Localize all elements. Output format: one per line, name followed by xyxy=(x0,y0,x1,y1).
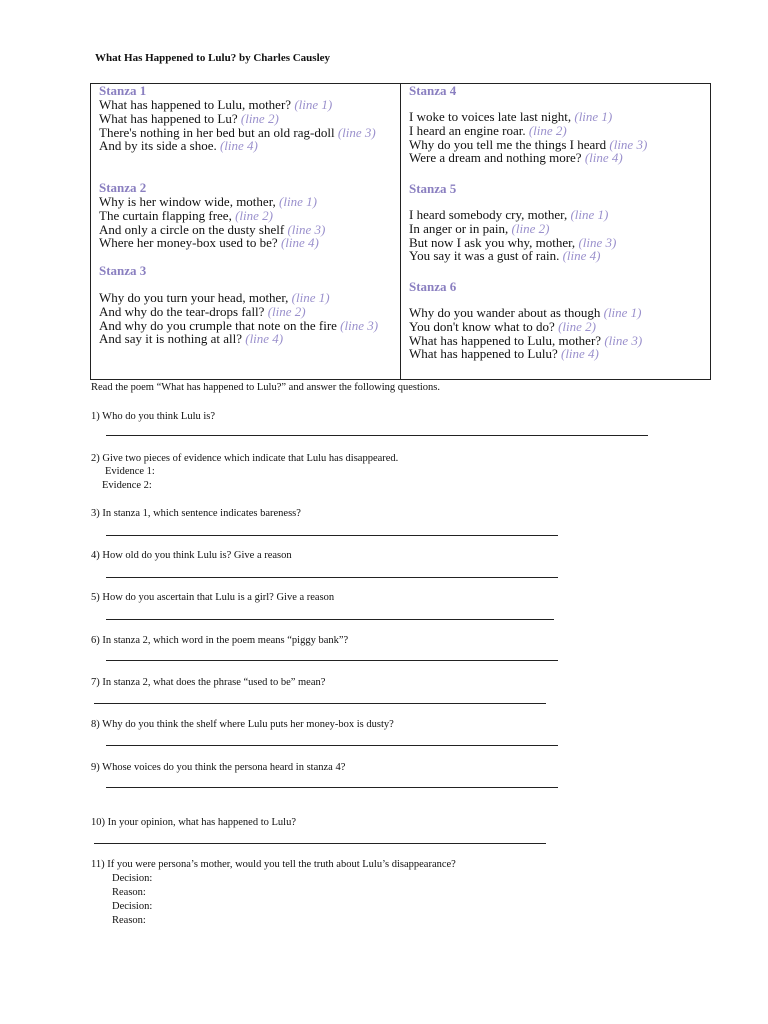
stanza-5 xyxy=(409,182,704,263)
question-4: 4) How old do you think Lulu is? Give a reason xyxy=(91,550,292,561)
poem-line: Why do you wander about as though (line 1) xyxy=(409,305,642,320)
poem-line: You say it was a gust of rain. (line 4) xyxy=(409,248,601,264)
answer-line-7[interactable] xyxy=(94,703,546,704)
reason-label: Reason: xyxy=(112,915,146,926)
answer-line-5[interactable] xyxy=(106,619,554,620)
evidence-2-label: Evidence 2: xyxy=(102,480,152,491)
decision-label: Decision: xyxy=(112,873,153,884)
question-1: 1) Who do you think Lulu is? xyxy=(91,411,216,422)
poem-table xyxy=(90,83,711,380)
stanza-3 xyxy=(99,264,394,346)
stanza-label: Stanza 4 xyxy=(409,83,457,98)
instructions: Read the poem “What has happened to Lulu?” and answer the following questions. xyxy=(91,382,441,393)
question-7: 7) In stanza 2, what does the phrase “used to be” mean? xyxy=(91,677,326,688)
question-9: 9) Whose voices do you think the persona heard in stanza 4? xyxy=(91,762,346,773)
poem-line: What has happened to Lu? (line 2) xyxy=(99,110,279,126)
poem-line: Why do you tell me the things I heard (line 3) xyxy=(409,136,648,152)
poem-line: In anger or in pain, (line 2) xyxy=(409,220,550,236)
answer-line-9[interactable] xyxy=(106,787,558,788)
answer-line-1[interactable] xyxy=(106,435,648,436)
poem-line: And only a circle on the dusty shelf (line 3) xyxy=(99,221,326,237)
poem-line: I heard somebody cry, mother, (line 1) xyxy=(409,207,609,222)
poem-line: Where her money-box used to be? (line 4) xyxy=(99,235,319,251)
question-3: 3) In stanza 1, which sentence indicates bareness? xyxy=(91,508,301,519)
poem-line: And why do you crumple that note on the fire (line 3) xyxy=(99,317,379,333)
poem-line: Were a dream and nothing more? (line 4) xyxy=(409,150,623,166)
answer-line-4[interactable] xyxy=(106,577,558,578)
poem-column-left xyxy=(91,84,401,379)
answer-line-8[interactable] xyxy=(106,745,558,746)
question-10: 10) In your opinion, what has happened to Lulu? xyxy=(91,817,296,828)
poem-line: What has happened to Lulu, mother? (line 3) xyxy=(409,332,643,348)
poem-line: What has happened to Lulu, mother? (line 1) xyxy=(99,97,333,112)
poem-line: And why do the tear-drops fall? (line 2) xyxy=(99,303,306,319)
stanza-6 xyxy=(409,280,704,361)
poem-line: I woke to voices late last night, (line 1) xyxy=(409,109,613,124)
question-2: 2) Give two pieces of evidence which indicate that Lulu has disappeared. xyxy=(91,453,399,464)
stanza-2 xyxy=(99,181,394,250)
stanza-label: Stanza 6 xyxy=(409,279,457,294)
stanza-label: Stanza 1 xyxy=(99,83,147,98)
poem-line: Why is her window wide, mother, (line 1) xyxy=(99,194,317,209)
question-5: 5) How do you ascertain that Lulu is a girl? Give a reason xyxy=(91,592,335,603)
stanza-4 xyxy=(409,84,704,165)
poem-line: Why do you turn your head, mother, (line 1) xyxy=(99,290,330,305)
question-8: 8) Why do you think the shelf where Lulu puts her money-box is dusty? xyxy=(91,719,394,730)
poem-line: But now I ask you why, mother, (line 3) xyxy=(409,234,617,250)
poem-line: The curtain flapping free, (line 2) xyxy=(99,207,273,223)
answer-line-6[interactable] xyxy=(106,660,558,661)
worksheet-title: What Has Happened to Lulu? by Charles Causley xyxy=(95,52,331,64)
stanza-label: Stanza 2 xyxy=(99,180,147,195)
evidence-1-label: Evidence 1: xyxy=(105,466,155,477)
answer-line-3[interactable] xyxy=(106,535,558,536)
question-6: 6) In stanza 2, which word in the poem means “piggy bank”? xyxy=(91,635,349,646)
poem-line: And say it is nothing at all? (line 4) xyxy=(99,331,284,347)
stanza-1 xyxy=(99,84,394,153)
reason-label: Reason: xyxy=(112,887,146,898)
poem-line: There's nothing in her bed but an old rag-doll (line 3) xyxy=(99,124,376,140)
stanza-label: Stanza 3 xyxy=(99,263,147,278)
stanza-label: Stanza 5 xyxy=(409,181,457,196)
answer-line-10[interactable] xyxy=(94,843,546,844)
poem-line: You don't know what to do? (line 2) xyxy=(409,318,596,334)
poem-line: And by its side a shoe. (line 4) xyxy=(99,138,258,154)
decision-label: Decision: xyxy=(112,901,153,912)
poem-column-right xyxy=(401,84,710,379)
poem-line: I heard an engine roar. (line 2) xyxy=(409,122,567,138)
poem-line: What has happened to Lulu? (line 4) xyxy=(409,346,599,362)
question-11: 11) If you were persona’s mother, would you tell the truth about Lulu’s disappearance? xyxy=(91,859,456,870)
